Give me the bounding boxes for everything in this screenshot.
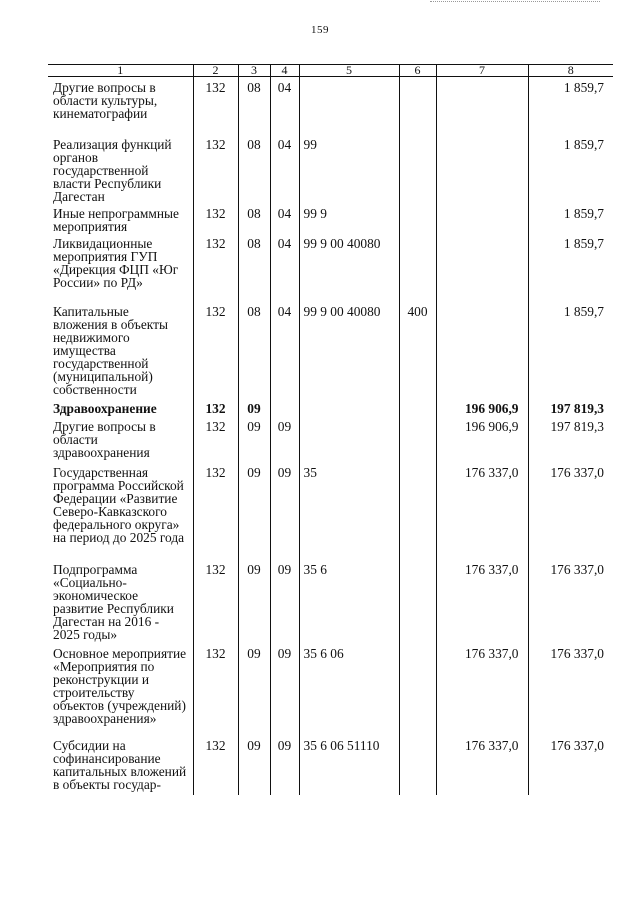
table-row [48, 77, 613, 135]
cell-amount-col7: 196 906,9 [436, 396, 528, 416]
cell-amount-col8: 1 859,7 [528, 134, 613, 203]
cell-expense-type [399, 203, 436, 233]
cell-target-article [299, 77, 399, 135]
cell-expense-type [399, 557, 436, 643]
cell-admin-code: 132 [193, 233, 238, 301]
row-name: Капитальные вложения в объекты недвижимого имущества государственной (муниципальной) собственности [53, 304, 168, 397]
row-name: Здравоохранение [53, 401, 157, 416]
cell-admin-code: 132 [193, 416, 238, 460]
cell-amount-col7 [436, 233, 528, 301]
cell-target-article: 99 9 00 40080 [299, 233, 399, 301]
cell-section: 09 [238, 643, 270, 735]
cell-target-article [299, 416, 399, 460]
cell-section: 09 [238, 557, 270, 643]
cell-amount-col8: 176 337,0 [528, 557, 613, 643]
cell-expense-type [399, 460, 436, 557]
cell-admin-code: 132 [193, 301, 238, 396]
cell-amount-col7: 176 337,0 [436, 557, 528, 643]
cell-target-article: 99 [299, 134, 399, 203]
page-number: 159 [311, 24, 329, 36]
cell-section: 09 [238, 416, 270, 460]
row-name: Реализация функций органов государственной власти Республики Дагестан [53, 137, 172, 204]
column-header: 7 [436, 65, 528, 77]
cell-target-article: 35 6 [299, 557, 399, 643]
cell-amount-col7: 196 906,9 [436, 416, 528, 460]
cell-section: 08 [238, 301, 270, 396]
cell-target-article: 99 9 [299, 203, 399, 233]
cell-target-article: 99 9 00 40080 [299, 301, 399, 396]
cell-subsection: 09 [270, 416, 299, 460]
cell-admin-code: 132 [193, 203, 238, 233]
cell-admin-code: 132 [193, 735, 238, 795]
cell-expense-type [399, 233, 436, 301]
cell-subsection: 04 [270, 301, 299, 396]
cell-amount-col8: 176 337,0 [528, 460, 613, 557]
cell-subsection: 09 [270, 735, 299, 795]
header-row [48, 65, 613, 77]
table-row [48, 643, 613, 735]
column-header: 1 [48, 65, 193, 77]
cell-amount-col8: 176 337,0 [528, 735, 613, 795]
table-row [48, 460, 613, 557]
cell-expense-type [399, 416, 436, 460]
cell-subsection [270, 396, 299, 416]
budget-table [48, 64, 613, 795]
table-row [48, 735, 613, 795]
cell-section: 08 [238, 77, 270, 135]
top-edge-line [430, 1, 600, 3]
cell-amount-col8: 197 819,3 [528, 416, 613, 460]
table-row [48, 557, 613, 643]
column-header: 4 [270, 65, 299, 77]
row-name: Основное мероприятие «Мероприятия по реконструкции и строительству объектов (учреждений) здравоохранения» [53, 646, 187, 726]
column-header: 5 [299, 65, 399, 77]
cell-section: 08 [238, 203, 270, 233]
cell-admin-code: 132 [193, 134, 238, 203]
cell-expense-type [399, 134, 436, 203]
cell-amount-col7: 176 337,0 [436, 643, 528, 735]
cell-subsection: 09 [270, 643, 299, 735]
column-header: 3 [238, 65, 270, 77]
cell-amount-col7 [436, 203, 528, 233]
cell-section: 08 [238, 134, 270, 203]
cell-amount-col7: 176 337,0 [436, 460, 528, 557]
row-name: Другие вопросы в области здравоохранения [53, 419, 156, 460]
column-header: 2 [193, 65, 238, 77]
cell-amount-col8: 1 859,7 [528, 77, 613, 135]
cell-target-article: 35 6 06 51110 [299, 735, 399, 795]
table-row [48, 134, 613, 203]
table-row [48, 301, 613, 396]
cell-subsection: 04 [270, 233, 299, 301]
column-header: 6 [399, 65, 436, 77]
cell-admin-code: 132 [193, 643, 238, 735]
table-row [48, 416, 613, 460]
table-row [48, 203, 613, 233]
cell-expense-type [399, 735, 436, 795]
cell-subsection: 04 [270, 203, 299, 233]
cell-amount-col7 [436, 77, 528, 135]
row-name: Государственная программа Российской Федерации «Развитие Северо-Кавказского федерального округа» на период до 2025 года [53, 465, 185, 545]
cell-subsection: 09 [270, 460, 299, 557]
cell-amount-col8: 1 859,7 [528, 301, 613, 396]
cell-section: 09 [238, 735, 270, 795]
cell-section: 08 [238, 233, 270, 301]
cell-amount-col7 [436, 301, 528, 396]
table-row [48, 233, 613, 301]
table-row [48, 396, 613, 416]
cell-target-article: 35 6 06 [299, 643, 399, 735]
cell-target-article [299, 396, 399, 416]
cell-section: 09 [238, 396, 270, 416]
cell-admin-code: 132 [193, 557, 238, 643]
cell-amount-col7: 176 337,0 [436, 735, 528, 795]
cell-amount-col8: 176 337,0 [528, 643, 613, 735]
cell-target-article: 35 [299, 460, 399, 557]
cell-expense-type [399, 396, 436, 416]
cell-expense-type: 400 [399, 301, 436, 396]
cell-expense-type [399, 643, 436, 735]
row-name: Другие вопросы в области культуры, кинематографии [53, 80, 158, 121]
cell-amount-col8: 1 859,7 [528, 233, 613, 301]
cell-admin-code: 132 [193, 460, 238, 557]
cell-amount-col8: 1 859,7 [528, 203, 613, 233]
cell-admin-code: 132 [193, 396, 238, 416]
row-name: Иные непрограммные мероприятия [53, 206, 179, 234]
row-name: Ликвидационные мероприятия ГУП «Дирекция ФЦП «Юг России» по РД» [53, 236, 179, 290]
column-header: 8 [528, 65, 613, 77]
cell-section: 09 [238, 460, 270, 557]
cell-expense-type [399, 77, 436, 135]
cell-admin-code: 132 [193, 77, 238, 135]
row-name: Субсидии на софинансирование капитальных вложений в объекты государ- [53, 738, 187, 792]
cell-amount-col8: 197 819,3 [528, 396, 613, 416]
cell-amount-col7 [436, 134, 528, 203]
row-name: Подпрограмма «Социально-экономическое развитие Республики Дагестан на 2016 - 2025 годы» [53, 562, 174, 642]
cell-subsection: 04 [270, 134, 299, 203]
cell-subsection: 04 [270, 77, 299, 135]
cell-subsection: 09 [270, 557, 299, 643]
